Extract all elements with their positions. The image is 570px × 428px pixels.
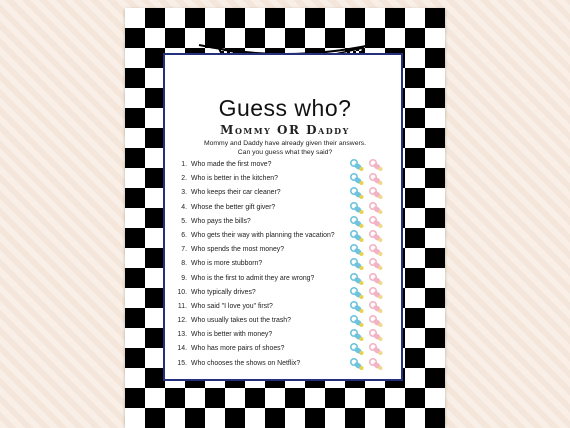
pink-pacifier-icon[interactable] bbox=[368, 315, 384, 328]
blue-pacifier-icon[interactable] bbox=[349, 230, 365, 243]
question-item bbox=[175, 272, 400, 286]
question-item bbox=[175, 229, 400, 243]
question-item bbox=[175, 314, 400, 328]
blue-pacifier-icon[interactable] bbox=[349, 202, 365, 215]
question-number: 4. bbox=[181, 203, 187, 211]
pink-pacifier-icon[interactable] bbox=[368, 216, 384, 229]
question-text: Who spends the most money? bbox=[191, 246, 285, 254]
question-text: Who said "I love you" first? bbox=[191, 302, 273, 310]
blue-pacifier-icon[interactable] bbox=[349, 315, 365, 328]
pink-pacifier-icon[interactable] bbox=[368, 358, 384, 371]
blue-pacifier-icon[interactable] bbox=[349, 358, 365, 371]
question-item bbox=[175, 342, 400, 356]
pink-pacifier-icon[interactable] bbox=[368, 173, 384, 186]
question-number: 7. bbox=[181, 246, 187, 254]
content-frame bbox=[163, 53, 403, 381]
question-number: 11. bbox=[177, 302, 187, 310]
question-text: Who has more pairs of shoes? bbox=[191, 345, 285, 353]
instructions-line-1: Mommy and Daddy have already given their answers. bbox=[203, 140, 367, 147]
question-text: Who is the first to admit they are wrong? bbox=[191, 274, 315, 282]
pink-pacifier-icon[interactable] bbox=[368, 258, 384, 271]
question-number: 5. bbox=[181, 217, 187, 225]
question-item bbox=[175, 158, 400, 172]
pink-pacifier-icon[interactable] bbox=[368, 343, 384, 356]
question-list bbox=[175, 158, 400, 371]
question-item bbox=[175, 215, 400, 229]
question-text: Who is more stubborn? bbox=[191, 260, 263, 268]
instructions-line-2: Can you guess what they said? bbox=[237, 149, 333, 156]
question-item bbox=[175, 357, 400, 371]
pink-pacifier-icon[interactable] bbox=[368, 329, 384, 342]
question-item bbox=[175, 243, 400, 257]
question-text: Who is better with money? bbox=[191, 331, 273, 339]
blue-pacifier-icon[interactable] bbox=[349, 216, 365, 229]
question-item bbox=[175, 201, 400, 215]
question-item bbox=[175, 286, 400, 300]
question-text: Whose the better gift giver? bbox=[191, 203, 276, 211]
blue-pacifier-icon[interactable] bbox=[349, 159, 365, 172]
question-number: 9. bbox=[181, 274, 187, 282]
pink-pacifier-icon[interactable] bbox=[368, 230, 384, 243]
question-text: Who keeps their car cleaner? bbox=[191, 189, 281, 197]
pink-pacifier-icon[interactable] bbox=[368, 244, 384, 257]
instructions bbox=[165, 139, 405, 157]
question-number: 3. bbox=[181, 189, 187, 197]
question-number: 14. bbox=[177, 345, 187, 353]
question-text: Who chooses the shows on Netflix? bbox=[191, 359, 301, 367]
question-text: Who pays the bills? bbox=[191, 217, 251, 225]
question-number: 8. bbox=[181, 260, 187, 268]
blue-pacifier-icon[interactable] bbox=[349, 343, 365, 356]
question-text: Who made the first move? bbox=[191, 161, 272, 168]
question-text: Who typically drives? bbox=[191, 288, 256, 296]
question-number: 13. bbox=[177, 331, 187, 339]
blue-pacifier-icon[interactable] bbox=[349, 329, 365, 342]
question-number: 12. bbox=[177, 317, 187, 325]
question-text: Who gets their way with planning the vacation? bbox=[191, 231, 335, 239]
question-item bbox=[175, 172, 400, 186]
blue-pacifier-icon[interactable] bbox=[349, 187, 365, 200]
pink-pacifier-icon[interactable] bbox=[368, 287, 384, 300]
game-card bbox=[125, 8, 445, 428]
page-title: Guess who? bbox=[218, 95, 352, 121]
blue-pacifier-icon[interactable] bbox=[349, 301, 365, 314]
question-item bbox=[175, 300, 400, 314]
blue-pacifier-icon[interactable] bbox=[349, 244, 365, 257]
question-item bbox=[175, 257, 400, 271]
blue-pacifier-icon[interactable] bbox=[349, 258, 365, 271]
question-text: Who usually takes out the trash? bbox=[191, 317, 291, 325]
question-number: 10. bbox=[177, 288, 187, 296]
pink-pacifier-icon[interactable] bbox=[368, 187, 384, 200]
question-text: Who is better in the kitchen? bbox=[191, 175, 278, 183]
question-number: 1. bbox=[181, 161, 187, 168]
subtitle: Mommy OR Daddy bbox=[220, 123, 350, 137]
question-item bbox=[175, 328, 400, 342]
question-number: 6. bbox=[181, 231, 187, 239]
blue-pacifier-icon[interactable] bbox=[349, 287, 365, 300]
pink-pacifier-icon[interactable] bbox=[368, 202, 384, 215]
question-number: 2. bbox=[181, 175, 187, 183]
question-number: 15. bbox=[177, 359, 187, 367]
question-item bbox=[175, 186, 400, 200]
pink-pacifier-icon[interactable] bbox=[368, 301, 384, 314]
pink-pacifier-icon[interactable] bbox=[368, 273, 384, 286]
blue-pacifier-icon[interactable] bbox=[349, 173, 365, 186]
pink-pacifier-icon[interactable] bbox=[368, 159, 384, 172]
blue-pacifier-icon[interactable] bbox=[349, 273, 365, 286]
